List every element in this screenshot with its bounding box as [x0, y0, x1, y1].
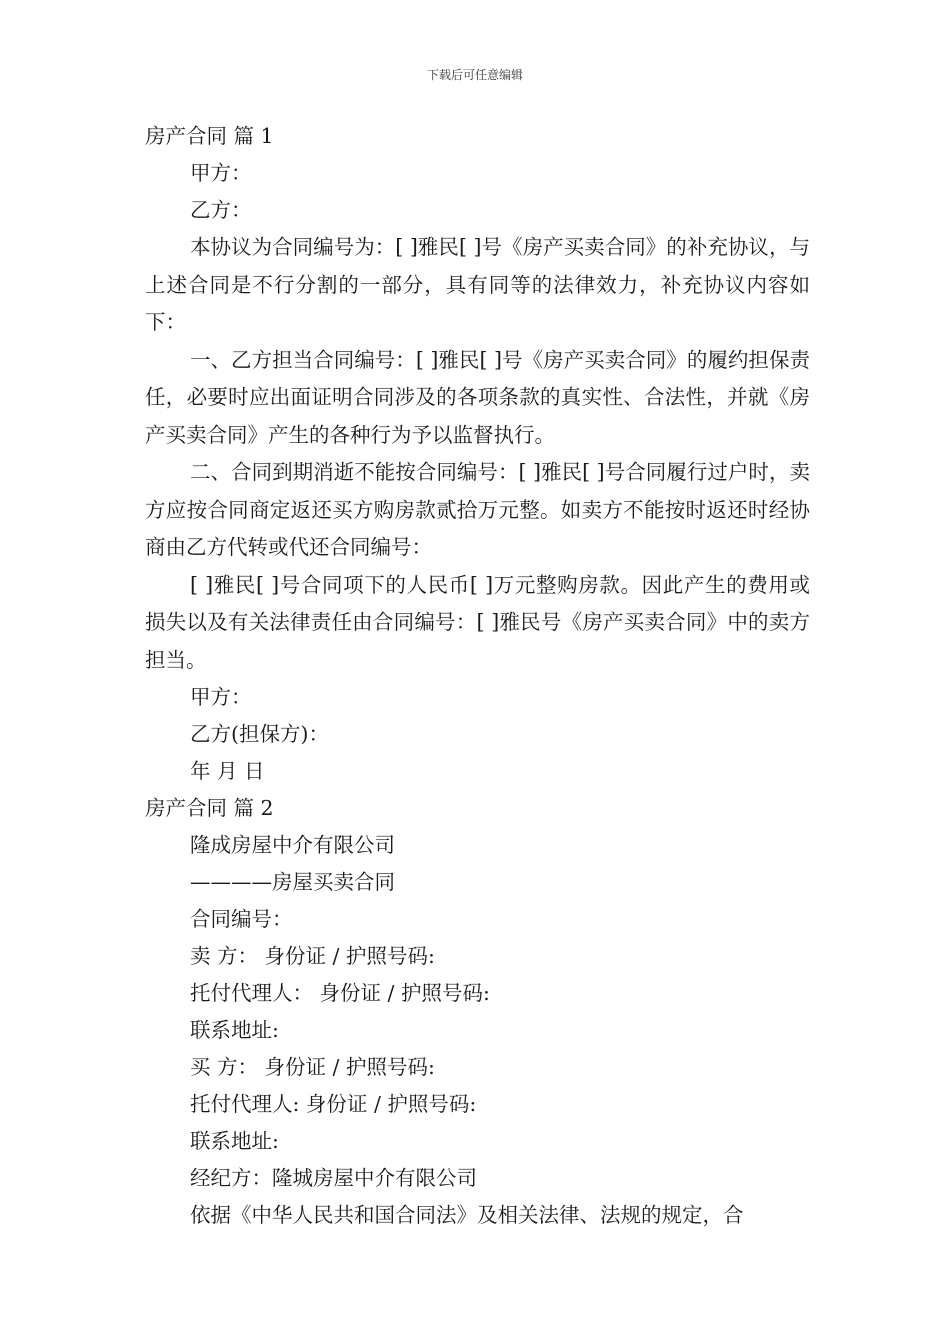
paragraph-clause-2: 二、合同到期消逝不能按合同编号：[ ]雅民[ ]号合同履行过户时，卖方应按合同商定返还买方购房款贰拾万元整。如卖方不能按时返还时经协商由乙方代转或代还合同编号： [145, 460, 810, 559]
signature-party-b: 乙方(担保方)： [190, 722, 329, 746]
document-body [145, 118, 810, 1234]
paragraph-clause-2-cont: [ ]雅民[ ]号合同项下的人民币[ ]万元整购房款。因此产生的费用或损失以及有关法律责任由合同编号：[ ]雅民号《房产买卖合同》中的卖方担当。 [145, 572, 810, 672]
paragraph-clause-1: 一、乙方担当合同编号：[ ]雅民[ ]号《房产买卖合同》的履约担保责任，必要时应出面证明合同涉及的各项条款的真实性、合法性，并就《房产买卖合同》产生的各种行为予以监督执行。 [145, 347, 810, 447]
buyer-line: 买 方： 身份证 / 护照号码: [190, 1055, 435, 1079]
company-name: 隆成房屋中介有限公司 [190, 833, 395, 857]
section-1-title: 房产合同 篇 1 [145, 124, 274, 148]
buyer-agent-line: 托付代理人: 身份证 / 护照号码: [190, 1092, 477, 1116]
paragraph-intro: 本协议为合同编号为：[ ]雅民[ ]号《房产买卖合同》的补充协议，与上述合同是不行分割的一部分，具有同等的法律效力，补充协议内容如下： [145, 235, 810, 334]
broker-line: 经纪方：隆城房屋中介有限公司 [190, 1166, 477, 1190]
seller-agent-line: 托付代理人： 身份证 / 护照号码: [190, 981, 490, 1005]
legal-basis-line: 依据《中华人民共和国合同法》及相关法律、法规的规定，合 [190, 1203, 744, 1227]
buyer-address-line: 联系地址: [190, 1129, 279, 1153]
seller-address-line: 联系地址: [190, 1018, 279, 1042]
party-b-label: 乙方： [190, 198, 252, 222]
signature-party-a: 甲方： [190, 685, 252, 709]
signature-date: 年 月 日 [190, 759, 265, 783]
section-2-title: 房产合同 篇 2 [145, 796, 274, 820]
seller-line: 卖 方： 身份证 / 护照号码: [190, 944, 435, 968]
contract-number-label: 合同编号： [190, 907, 293, 931]
contract-subtitle: ————房屋买卖合同 [190, 870, 395, 894]
header-note: 下载后可任意编辑 [426, 68, 523, 82]
party-a-label: 甲方： [190, 161, 252, 185]
